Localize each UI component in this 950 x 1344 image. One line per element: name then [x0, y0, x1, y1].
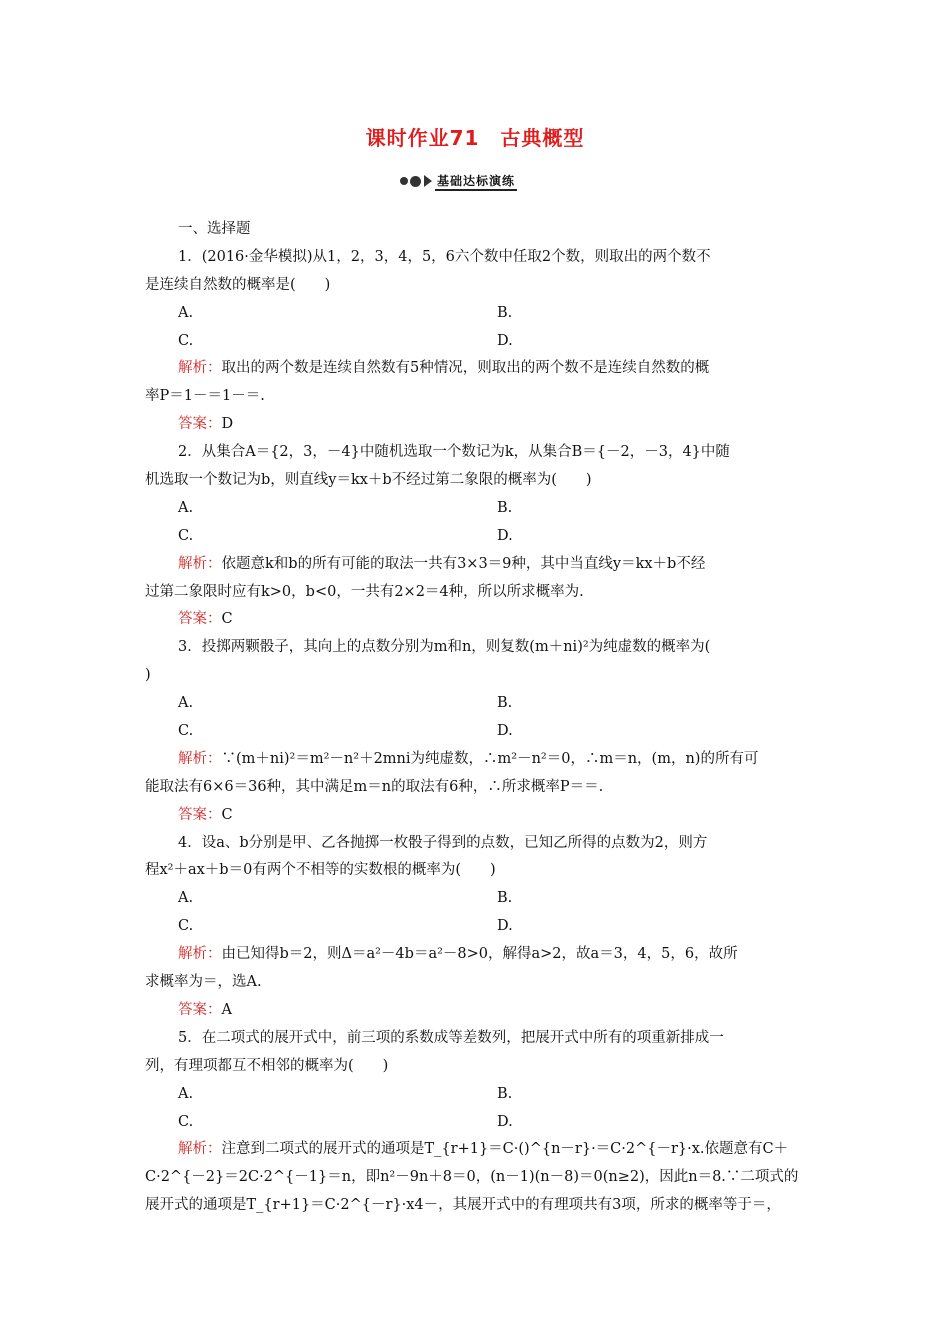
- q3-solution-label: 解析：: [178, 750, 222, 767]
- q3-answer: 答案：C: [178, 806, 233, 823]
- q2-answer-label: 答案：: [178, 611, 222, 628]
- q4-options-row2: [145, 913, 810, 941]
- q1-stem-line2: 是连续自然数的概率是( ): [145, 276, 331, 293]
- q3-option-d: D.: [497, 723, 513, 740]
- q2-answer: 答案：C: [178, 611, 233, 628]
- q3-options-row1: [145, 690, 810, 718]
- q5-option-a: A.: [178, 1085, 194, 1102]
- q5-options-row2: [145, 1109, 810, 1137]
- q3-options-row2: [145, 718, 810, 746]
- q2-solution-label: 解析：: [178, 555, 222, 572]
- q4-stem-line2: 程x²＋ax＋b＝0有两个不相等的实数根的概率为( ): [145, 862, 496, 879]
- q4-answer-label: 答案：: [178, 1001, 222, 1018]
- section-banner: [400, 172, 517, 190]
- q2-option-a: A.: [178, 499, 194, 516]
- q2-solution-line1: 解析：依题意k和b的所有可能的取法一共有3×3＝9种，其中当直线y＝kx＋b不经: [178, 555, 706, 572]
- q3-option-a: A.: [178, 695, 194, 712]
- q1-options-row1: [145, 300, 810, 328]
- q1-answer-label: 答案：: [178, 416, 222, 433]
- q2-options-row2: [145, 523, 810, 551]
- document-body: [145, 216, 810, 1220]
- q3-option-b: B.: [497, 695, 513, 712]
- q1-options-row2: [145, 328, 810, 356]
- q4-solution-line2: 求概率为＝，选A.: [145, 974, 262, 991]
- q5-stem-line1: 5．在二项式的展开式中，前三项的系数成等差数列，把展开式中所有的项重新排成一: [178, 1029, 724, 1046]
- q4-solution-line1: 解析：由已知得b＝2，则Δ＝a²－4b＝a²－8>0，解得a>2，故a＝3，4，5，6，故所: [178, 946, 738, 963]
- q4-solution-label: 解析：: [178, 946, 222, 963]
- q4-option-d: D.: [497, 918, 513, 935]
- q4-answer: 答案：A: [178, 1001, 232, 1018]
- q5-solution-label: 解析：: [178, 1141, 222, 1158]
- q1-option-b: B.: [497, 304, 513, 321]
- q5-solution-line2: C·2^{－2}＝2C·2^{－1}＝n，即n²－9n＋8＝0，(n－1)(n－8)＝0(n≥2)，因此n＝8.∵二项式的: [145, 1169, 799, 1186]
- q2-solution-line2: 过第二象限时应有k>0，b<0，一共有2×2＝4种，所以所求概率为.: [145, 583, 584, 600]
- q3-solution-line2: 能取法有6×6＝36种，其中满足m＝n的取法有6种，∴所求概率P＝＝.: [145, 778, 604, 795]
- q4-options-row1: [145, 885, 810, 913]
- q4-option-c: C.: [178, 918, 194, 935]
- q4-option-b: B.: [497, 890, 513, 907]
- q5-stem-line2: 列，有理项都互不相邻的概率为( ): [145, 1057, 389, 1074]
- q1-solution-label: 解析：: [178, 360, 222, 377]
- q1-option-a: A.: [178, 304, 194, 321]
- q5-options-row1: [145, 1081, 810, 1109]
- q2-stem-line1: 2．从集合A＝{2，3，－4}中随机选取一个数记为k，从集合B＝{－2，－3，4}中随: [178, 444, 730, 461]
- q2-options-row1: [145, 495, 810, 523]
- q1-solution-line1: 解析：取出的两个数是连续自然数有5种情况，则取出的两个数不是连续自然数的概: [178, 360, 710, 377]
- q4-stem-line1: 4．设a、b分别是甲、乙各抛掷一枚骰子得到的点数，已知乙所得的点数为2，则方: [178, 834, 708, 851]
- q2-option-d: D.: [497, 527, 513, 544]
- q3-option-c: C.: [178, 723, 194, 740]
- q1-option-c: C.: [178, 332, 194, 349]
- q4-option-a: A.: [178, 890, 194, 907]
- banner-dots-icon: [400, 175, 432, 187]
- q2-stem-line2: 机选取一个数记为b，则直线y＝kx＋b不经过第二象限的概率为( ): [145, 472, 592, 489]
- q1-option-d: D.: [497, 332, 513, 349]
- banner-label: 基础达标演练: [435, 172, 517, 191]
- q3-solution-line1: 解析：∵(m＋ni)²＝m²－n²＋2mni为纯虚数，∴m²－n²＝0，∴m＝n，(m，n)的所有可: [178, 750, 759, 767]
- q1-stem-line1: 1．(2016·金华模拟)从1，2，3，4，5，6六个数中任取2个数，则取出的两个数不: [178, 248, 711, 265]
- page-title: 课时作业71 古典概型: [365, 126, 585, 150]
- q3-stem-line1: 3．投掷两颗骰子，其向上的点数分别为m和n，则复数(m＋ni)²为纯虚数的概率为(: [178, 639, 711, 656]
- q5-option-c: C.: [178, 1113, 194, 1130]
- q5-solution-line1: 解析：注意到二项式的展开式的通项是T_{r+1}＝C·()^{n－r}·＝C·2^{－r}·x.依题意有C＋: [178, 1141, 789, 1158]
- q2-option-b: B.: [497, 499, 513, 516]
- q2-option-c: C.: [178, 527, 194, 544]
- q5-option-d: D.: [497, 1113, 513, 1130]
- q1-answer: 答案：D: [178, 416, 234, 433]
- q5-option-b: B.: [497, 1085, 513, 1102]
- q5-solution-line3: 展开式的通项是T_{r+1}＝C·2^{－r}·x4－，其展开式中的有理项共有3项，所求的概率等于＝，: [145, 1197, 781, 1214]
- section-heading: 一、选择题: [178, 221, 251, 237]
- q3-stem-line2: ): [145, 667, 151, 684]
- q3-answer-label: 答案：: [178, 806, 222, 823]
- q1-solution-line2: 率P＝1－＝1－＝.: [145, 388, 265, 405]
